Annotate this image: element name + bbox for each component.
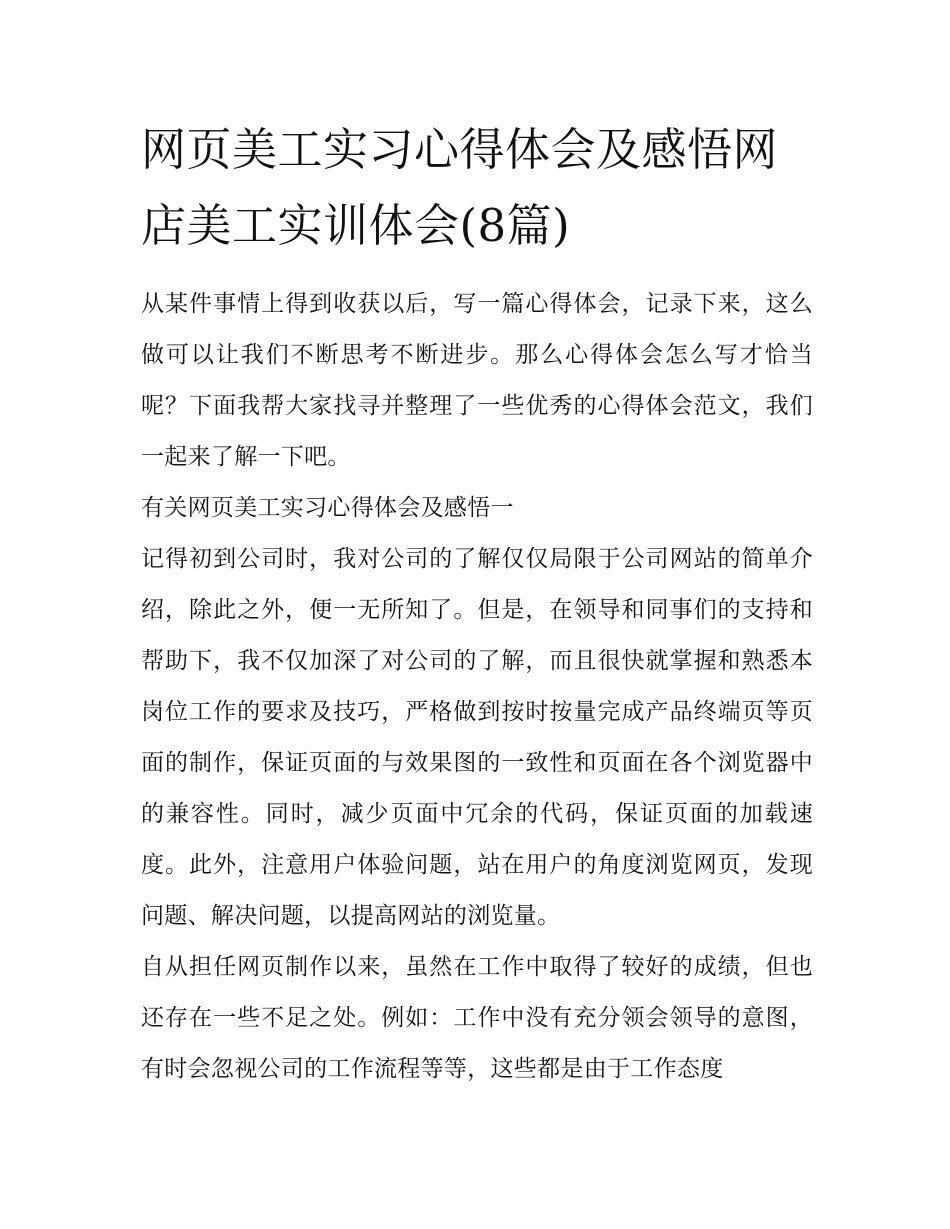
section-heading: 有关网页美工实习心得体会及感悟一: [141, 495, 514, 521]
document-title: 网页美工实习心得体会及感悟网店美工实训体会(8篇): [141, 123, 779, 252]
intro-paragraph: 从某件事情上得到收获以后，写一篇心得体会，记录下来，这么做可以让我们不断思考不断进步。那么心得体会怎么写才恰当呢？下面我帮大家找寻并整理了一些优秀的心得体会范文，我们一起来了解一下吧。: [141, 291, 813, 470]
document-page: [141, 112, 813, 1095]
body-paragraph-1: 记得初到公司时，我对公司的了解仅仅局限于公司网站的简单介绍，除此之外，便一无所知了。但是，在领导和同事们的支持和帮助下，我不仅加深了对公司的了解，而且很快就掌握和熟悉本岗位工作的要求及技巧，严格做到按时按量完成产品终端页等页面的制作，保证页面的与效果图的一致性和页面在各个浏览器中的兼容性。同时，减少页面中冗余的代码，保证页面的加载速度。此外，注意用户体验问题，站在用户的角度浏览网页，发现问题、解决问题，以提高网站的浏览量。: [141, 546, 813, 929]
body-paragraph-2: 自从担任网页制作以来，虽然在工作中取得了较好的成绩，但也还存在一些不足之处。例如：工作中没有充分领会领导的意图，有时会忽视公司的工作流程等等，这些都是由于工作态度: [141, 954, 813, 1082]
